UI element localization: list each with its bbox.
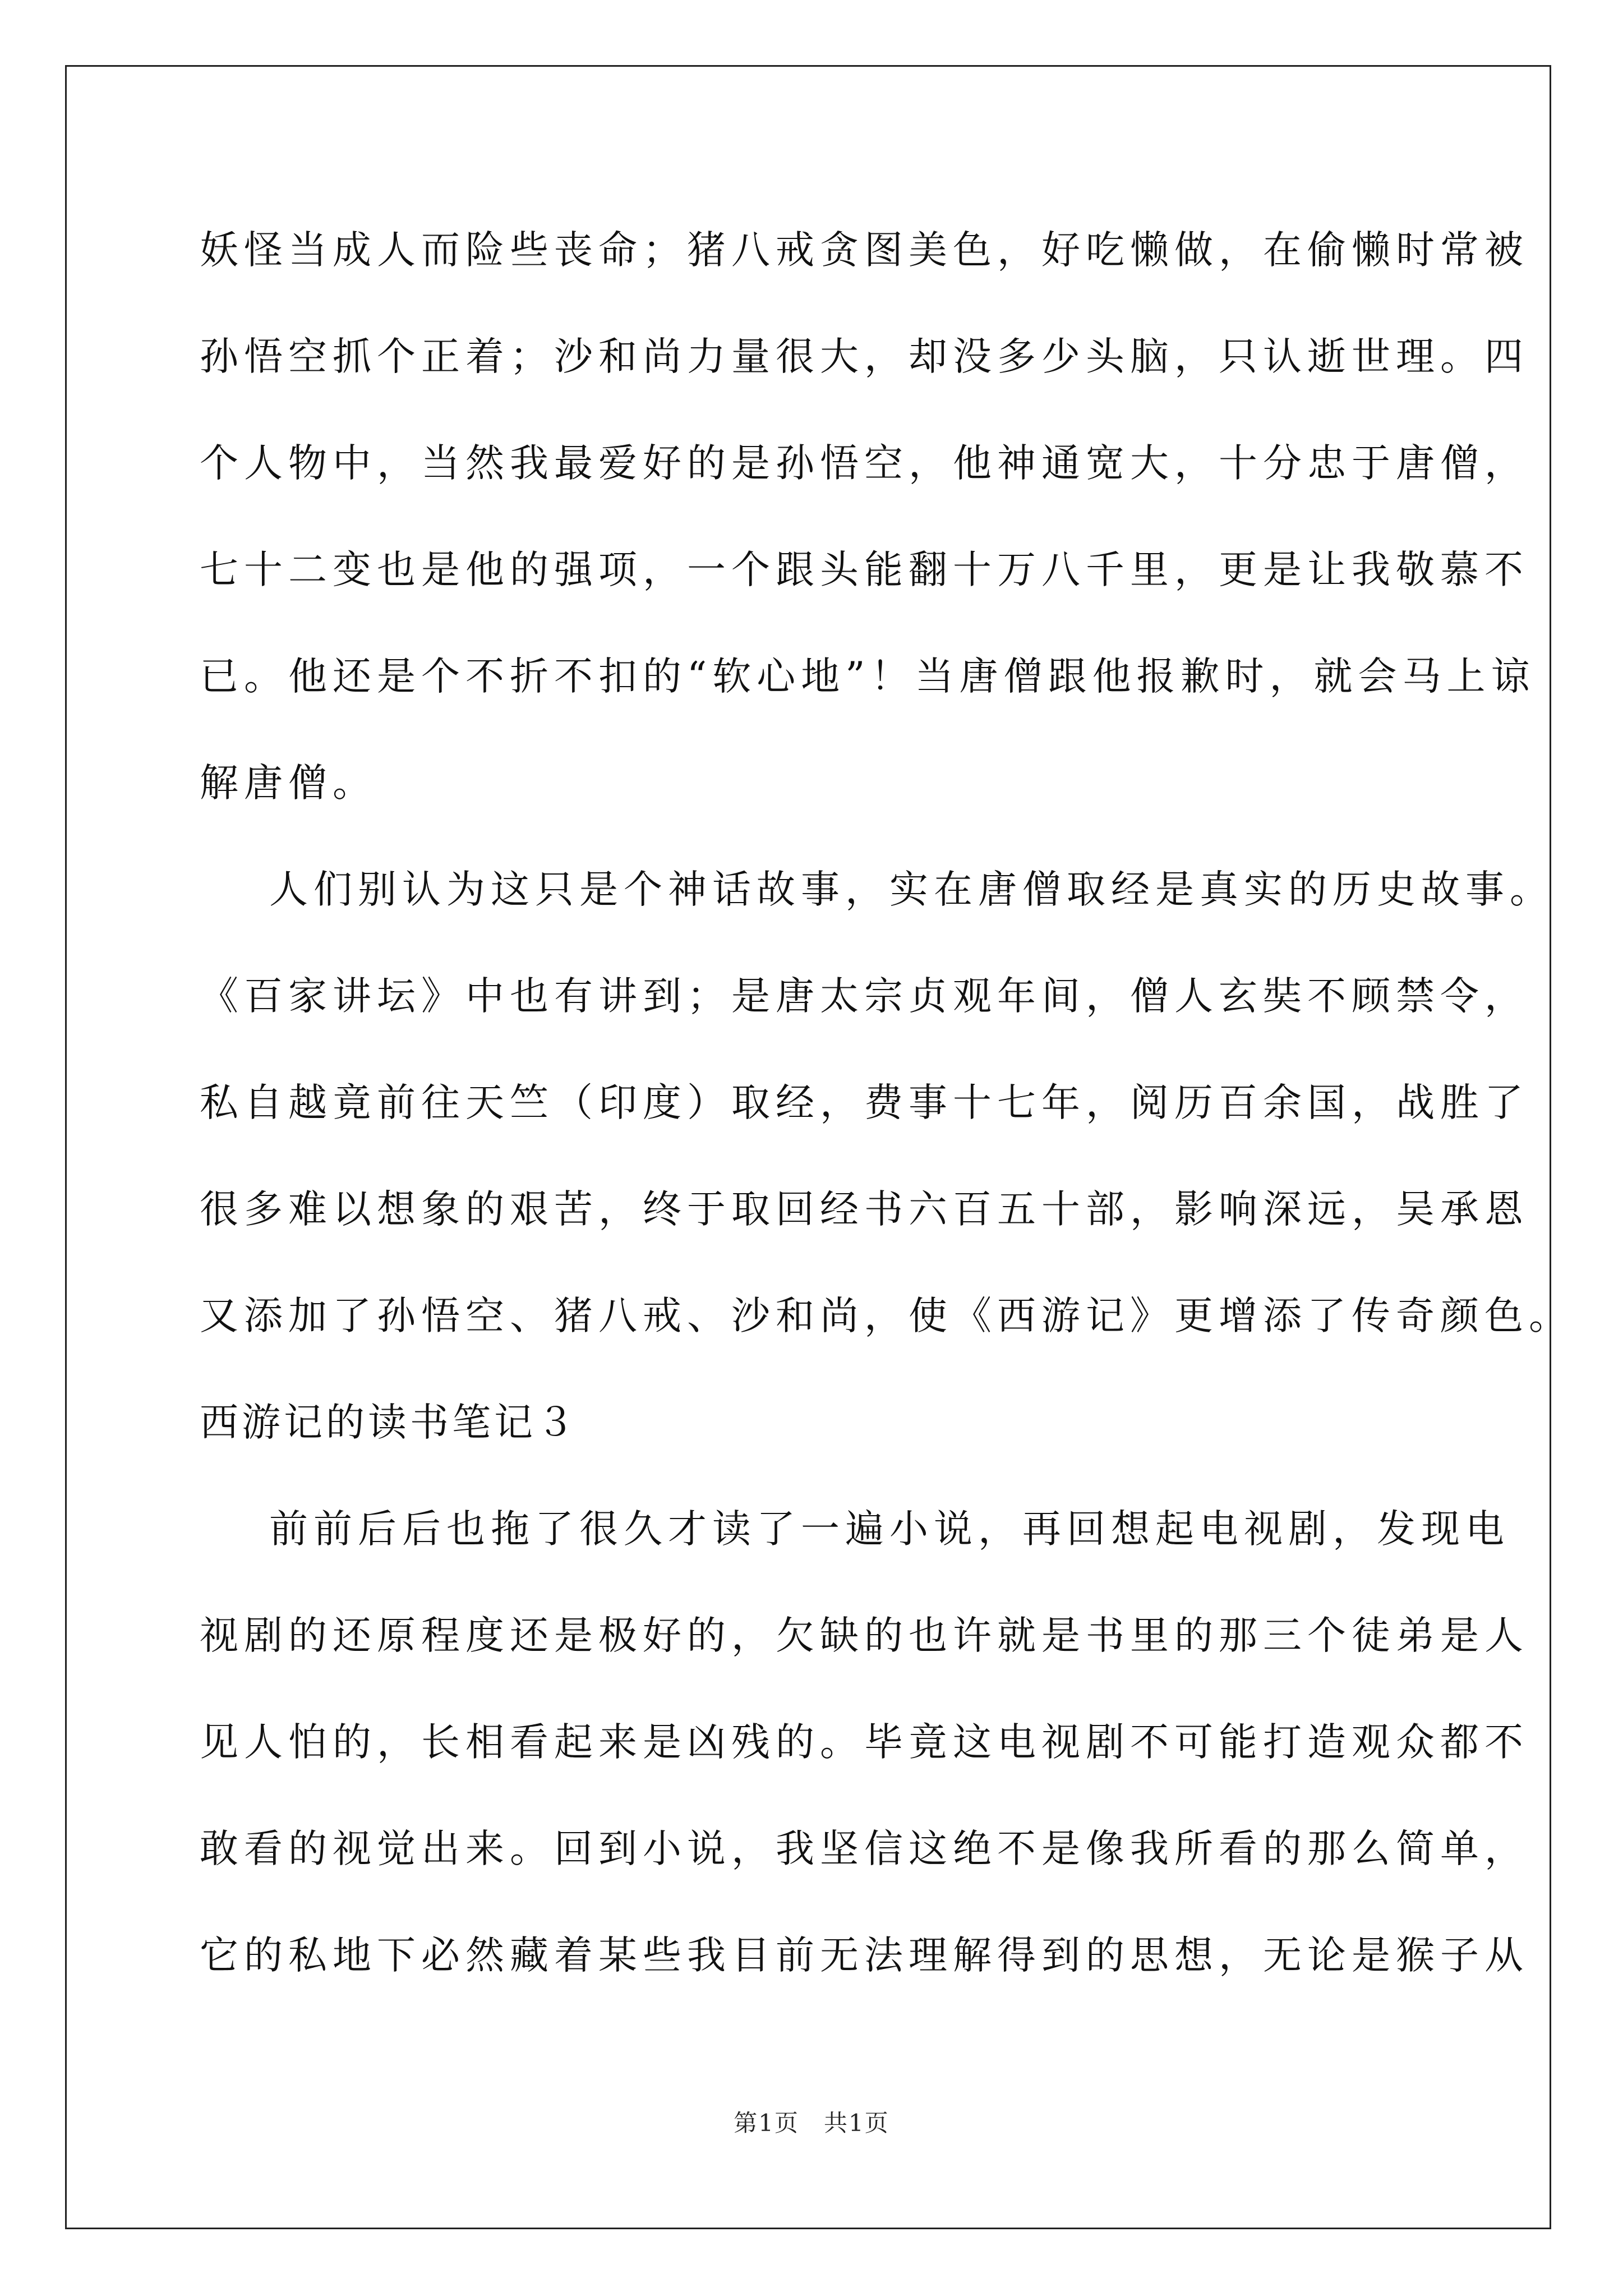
paragraph-line: 敢看的视觉出来。回到小说，我坚信这绝不是像我所看的那么简单， bbox=[200, 1826, 1529, 1871]
paragraph-line: 妖怪当成人而险些丧命；猪八戒贪图美色，好吃懒做，在偷懒时常被 bbox=[200, 228, 1529, 273]
paragraph-line: 见人怕的，长相看起来是凶残的。毕竟这电视剧不可能打造观众都不 bbox=[200, 1720, 1529, 1765]
paragraph-line: 《百家讲坛》中也有讲到；是唐太宗贞观年间，僧人玄奘不顾禁令， bbox=[200, 974, 1529, 1019]
paragraph-line: 孙悟空抓个正着；沙和尚力量很大，却没多少头脑，只认逝世理。四 bbox=[200, 334, 1529, 379]
paragraph-line: 私自越竟前往天竺（印度）取经，费事十七年，阅历百余国，战胜了 bbox=[200, 1080, 1529, 1125]
page-border bbox=[65, 65, 1551, 2229]
paragraph-line: 它的私地下必然藏着某些我目前无法理解得到的思想，无论是猴子从 bbox=[200, 1933, 1529, 1978]
paragraph-line: 很多难以想象的艰苦，终于取回经书六百五十部，影响深远，吴承恩 bbox=[200, 1187, 1529, 1232]
paragraph-line: 又添加了孙悟空、猪八戒、沙和尚，使《西游记》更增添了传奇颜色。 bbox=[200, 1294, 1573, 1338]
paragraph-line: 视剧的还原程度还是极好的，欠缺的也许就是书里的那三个徒弟是人 bbox=[200, 1613, 1529, 1658]
paragraph-line: 解唐僧。 bbox=[200, 761, 377, 806]
paragraph-line: 前前后后也拖了很久才读了一遍小说，再回想起电视剧，发现电 bbox=[269, 1507, 1510, 1552]
page-number-footer: 第1页 共1页 bbox=[734, 2109, 889, 2137]
paragraph-line: 个人物中，当然我最爱好的是孙悟空，他神通宽大，十分忠于唐僧， bbox=[200, 441, 1529, 486]
paragraph-line: 已。他还是个不折不扣的“软心地”！当唐僧跟他报歉时，就会马上谅 bbox=[200, 654, 1536, 699]
paragraph-line: 七十二变也是他的强项，一个跟头能翻十万八千里，更是让我敬慕不 bbox=[200, 547, 1529, 592]
section-heading: 西游记的读书笔记３ bbox=[200, 1400, 578, 1445]
paragraph-line: 人们别认为这只是个神话故事，实在唐僧取经是真实的历史故事。 bbox=[269, 867, 1554, 912]
